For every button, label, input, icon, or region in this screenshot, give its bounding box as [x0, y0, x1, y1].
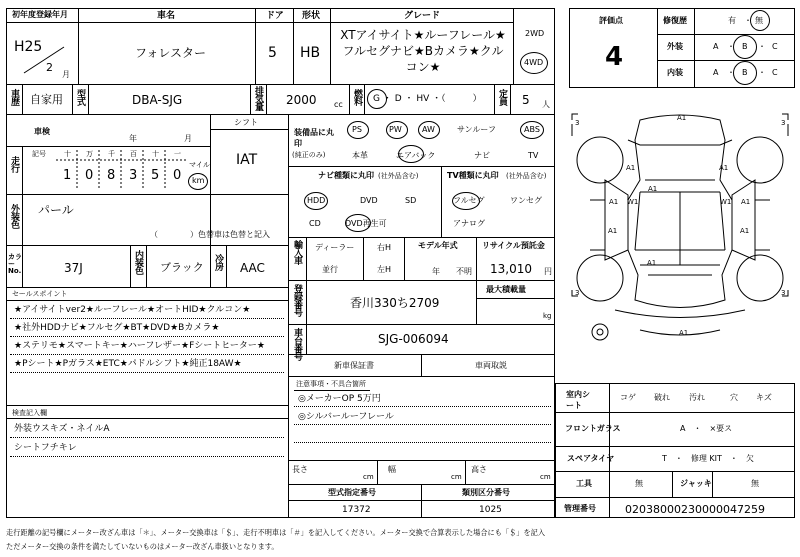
door-value: 5 [268, 45, 277, 61]
mileage-digit-label: 十 [64, 150, 71, 158]
usage-label: 車歴 [9, 89, 19, 105]
grade-label: グレード [404, 11, 441, 21]
glass-label: フロントガラス [565, 424, 621, 433]
dmg-mark: A1 [648, 185, 658, 193]
color-label: 外装色 [9, 204, 19, 228]
import-dealer: ディーラー [315, 243, 355, 252]
car-name: フォレスター [135, 46, 207, 60]
shape-label: 形状 [302, 11, 321, 21]
dmg-mark: A1 [647, 259, 657, 267]
dmg-mark: W1 [720, 198, 732, 206]
interior-color-value: ブラック [160, 261, 204, 274]
sales-point-line: ★アイサイトver2★ルーフレール★オートHID★クルコン★ [14, 305, 251, 315]
mileage-digit: 8 [107, 168, 116, 183]
recycle-value: 13,010 [490, 262, 532, 276]
color-no-label: カラーNo. [8, 253, 22, 275]
dmg-mark: W1 [627, 198, 639, 206]
dmg-mark: A1 [719, 164, 729, 172]
note-line: ◎シルバールーフレール [298, 412, 394, 422]
tire-label: 3 [575, 289, 580, 297]
seat-item: コゲ [620, 393, 636, 402]
import-parallel: 並行 [322, 265, 338, 274]
ext-grade: C [772, 42, 778, 51]
grade-value: XTアイサイト★ルーフレール★フルセグナビ★Bカメラ★クルコン★ [340, 28, 506, 74]
ac-value: AAC [240, 261, 265, 275]
tire-label: 3 [781, 119, 786, 127]
repair-label: 修復歴 [663, 16, 687, 25]
cc-unit: cc [334, 100, 343, 109]
height-cm: cm [540, 473, 551, 481]
equip-abs: ABS [524, 125, 540, 134]
equip-tv: TV [528, 151, 539, 160]
displacement-value: 2000 [286, 93, 317, 107]
equip-navi: ナビ [474, 151, 490, 160]
jack-label: ジャッキ [680, 479, 712, 488]
dmg-mark: A1 [626, 164, 636, 172]
dmg-mark: A1 [677, 114, 687, 122]
equip-airbag: エアバック [396, 151, 436, 160]
ext-grade: B [742, 42, 748, 51]
int-grade: B [742, 68, 748, 77]
navi-label: ナビ種類に丸印 [318, 171, 374, 180]
sales-point-line: ★社外HDDナビ★フルセグ★BT★DVD★Bカメラ★ [14, 323, 220, 333]
mileage-digit-label: 百 [130, 150, 137, 158]
mileage-digit: 3 [129, 168, 138, 183]
dmg-mark: A1 [740, 227, 750, 235]
drive-2wd: 2WD [525, 29, 545, 38]
symbol-label: 記号 [32, 150, 46, 158]
ext-grade: A [713, 42, 719, 51]
seat-item: キズ [756, 393, 772, 402]
displacement-label: 排気量 [253, 86, 263, 110]
shape-value: HB [300, 45, 321, 61]
model-year-unknown: 不明 [456, 267, 472, 276]
model-label: 型式 [75, 89, 85, 105]
int-grade: C [772, 68, 778, 77]
model-year-unit: 年 [432, 267, 440, 276]
color-no-value: 37J [64, 261, 83, 275]
note-line: ◎メーカーOP 5万円 [298, 394, 381, 404]
mileage-label: 走行 [9, 156, 19, 172]
mileage-digit: 5 [151, 168, 160, 183]
width-label: 幅 [388, 465, 396, 474]
mileage-digit: 0 [85, 168, 94, 183]
dmg-mark: A1 [608, 227, 618, 235]
mileage-digit-label: 万 [86, 150, 93, 158]
recycle-yen: 円 [544, 267, 552, 276]
sales-points-label: セールスポイント [12, 290, 68, 298]
chassis-value: SJG-006094 [378, 332, 449, 346]
height-label: 高さ [471, 465, 487, 474]
car-name-label: 車名 [157, 11, 176, 21]
notes-label: 注意事項・不具合箇所 [296, 380, 366, 388]
color-value: パール [38, 203, 74, 217]
km-label: km [192, 176, 205, 185]
inspection-year-unit: 年 [129, 134, 137, 143]
drive-4wd: 4WD [524, 58, 544, 67]
ext-grade: ・ [727, 42, 735, 51]
equip-sunroof: サンルーフ [457, 125, 496, 134]
repair-yes: 有 [728, 16, 736, 25]
dmg-mark: A1 [679, 329, 689, 337]
length-cm: cm [363, 473, 374, 481]
navi-dvd-play: DVD再生可 [345, 219, 387, 228]
mileage-digit-label: 千 [108, 150, 115, 158]
footer-note: ただメーター交換の条件を満たしていないものはメーター改ざん車扱いとなります。 [6, 542, 279, 551]
shift-value: IAT [236, 152, 258, 168]
int-grade: A [713, 68, 719, 77]
length-label: 長さ [292, 465, 308, 474]
mileage-digit-label: 十 [152, 150, 159, 158]
first-reg-label: 初年度登録年月 [12, 10, 68, 19]
int-grade: ・ [727, 68, 735, 77]
tv-label: TV種類に丸印 [447, 171, 499, 180]
inspector-label: 検査記入欄 [12, 409, 47, 417]
equip-aw: AW [422, 125, 435, 134]
color-note: （ ）色替車は色替と記入 [150, 230, 270, 239]
import-right-h: 右H [377, 243, 392, 252]
registration-label: 登録番号 [292, 284, 302, 316]
mile-label: マイル [189, 161, 210, 169]
navi-sd: SD [405, 196, 417, 205]
footer-note: 走行距離の記号欄にメーター改ざん車は「＊」、メーター交換車は「＄」、走行不明車は「＃」を記入してください。メーター交換で合算表示した場合にも「＄」を記入 [6, 528, 546, 537]
equipment-sub: (純正のみ) [292, 151, 326, 159]
recycle-label: リサイクル預託金 [482, 241, 545, 250]
mileage-digit-label: 一 [174, 150, 181, 158]
tools-label: 工具 [576, 479, 592, 488]
registration-value: 香川330ち2709 [350, 296, 440, 310]
inspector-line: シートフチキレ [14, 443, 77, 453]
warranty-label: 新車保証書 [334, 361, 374, 370]
max-load-label: 最大積載量 [486, 285, 526, 294]
repair-dot: ・ [744, 16, 752, 25]
mileage-digit: 0 [173, 168, 182, 183]
shift-label: シフト [234, 118, 258, 127]
width-cm: cm [451, 473, 462, 481]
seat-label: 室内シート [566, 390, 590, 410]
capacity-label: 定員 [497, 89, 507, 105]
mileage-digits [56, 146, 186, 194]
navi-dvd: DVD [360, 196, 378, 205]
mileage-digit: 1 [63, 168, 72, 183]
manual-label: 車両取説 [475, 361, 507, 370]
inspector-line: 外装ウスキズ・ネイルA [14, 424, 110, 434]
ext-grade: ・ [758, 42, 766, 51]
score-label: 評価点 [599, 16, 623, 25]
dmg-mark: A1 [609, 198, 619, 206]
ac-label: 冷房 [213, 254, 223, 270]
equipment-label: 装備品に丸印 [294, 128, 334, 148]
fuel-label: 燃料 [352, 89, 362, 105]
sales-point-line: ★ステリモ★スマートキー★ハーフレザー★Fシートヒーター★ [14, 341, 265, 351]
import-left-h: 左H [377, 265, 392, 274]
sales-point-line: ★Pシート★Pガラス★ETC★パドルシフト★純正18AW★ [14, 359, 242, 369]
glass-items: A ・ ×要ス [680, 424, 733, 433]
chassis-label: 車台番号 [292, 328, 302, 360]
tv-fullseg: フルセグ [453, 196, 485, 205]
dmg-mark: A1 [741, 198, 751, 206]
capacity-value: 5 [522, 93, 530, 107]
tv-analog: アナログ [453, 219, 485, 228]
seat-item: 穴 [730, 393, 738, 402]
equip-ps: PS [352, 125, 362, 134]
interior-color-label: 内装色 [133, 250, 143, 274]
capacity-unit: 人 [542, 100, 550, 109]
interior-label: 内装 [667, 68, 683, 77]
door-label: ドア [266, 11, 284, 21]
equip-leather: 本革 [352, 151, 368, 160]
class-no-value: 1025 [479, 505, 502, 515]
mgmt-label: 管理番号 [564, 504, 596, 513]
inspection-month-unit: 月 [184, 134, 192, 143]
int-grade: ・ [758, 68, 766, 77]
car-damage-diagram [560, 100, 800, 380]
model-value: DBA-SJG [132, 93, 183, 107]
tv-oneseg: ワンセグ [510, 196, 542, 205]
inspection-label: 車検 [34, 127, 50, 136]
type-no-label: 型式指定番号 [328, 488, 376, 497]
jack-value: 無 [751, 479, 759, 488]
seat-item: 汚れ [689, 393, 705, 402]
equip-pw: PW [389, 125, 402, 134]
import-label: 輸入車 [292, 240, 302, 264]
spare-items: T ・ 修理 KIT ・ 欠 [662, 454, 754, 463]
class-no-label: 類別区分番号 [462, 488, 510, 497]
navi-sub: (社外品含む) [378, 172, 419, 180]
mgmt-value: 02038000230000047259 [625, 503, 765, 516]
exterior-label: 外装 [667, 42, 683, 51]
spare-label: スペアタイヤ [567, 454, 615, 463]
usage-value: 自家用 [30, 93, 63, 106]
score-value: 4 [605, 42, 624, 72]
max-load-kg: kg [543, 312, 552, 320]
repair-no: 無 [755, 16, 763, 25]
tv-sub: (社外品含む) [506, 172, 547, 180]
era-year: H25 [14, 39, 43, 55]
tire-label: 3 [575, 119, 580, 127]
model-year-label: モデル年式 [418, 241, 458, 250]
seat-item: 破れ [654, 393, 670, 402]
navi-cd: CD [309, 219, 321, 228]
fuel-options: G ・ D ・ HV ・（ ） [373, 94, 482, 104]
reg-month: 2 [46, 61, 53, 74]
navi-hdd: HDD [307, 196, 326, 205]
tire-label: 3 [781, 289, 786, 297]
reg-month-unit: 月 [62, 70, 70, 79]
tools-value: 無 [635, 479, 643, 488]
type-no-value: 17372 [342, 505, 371, 515]
